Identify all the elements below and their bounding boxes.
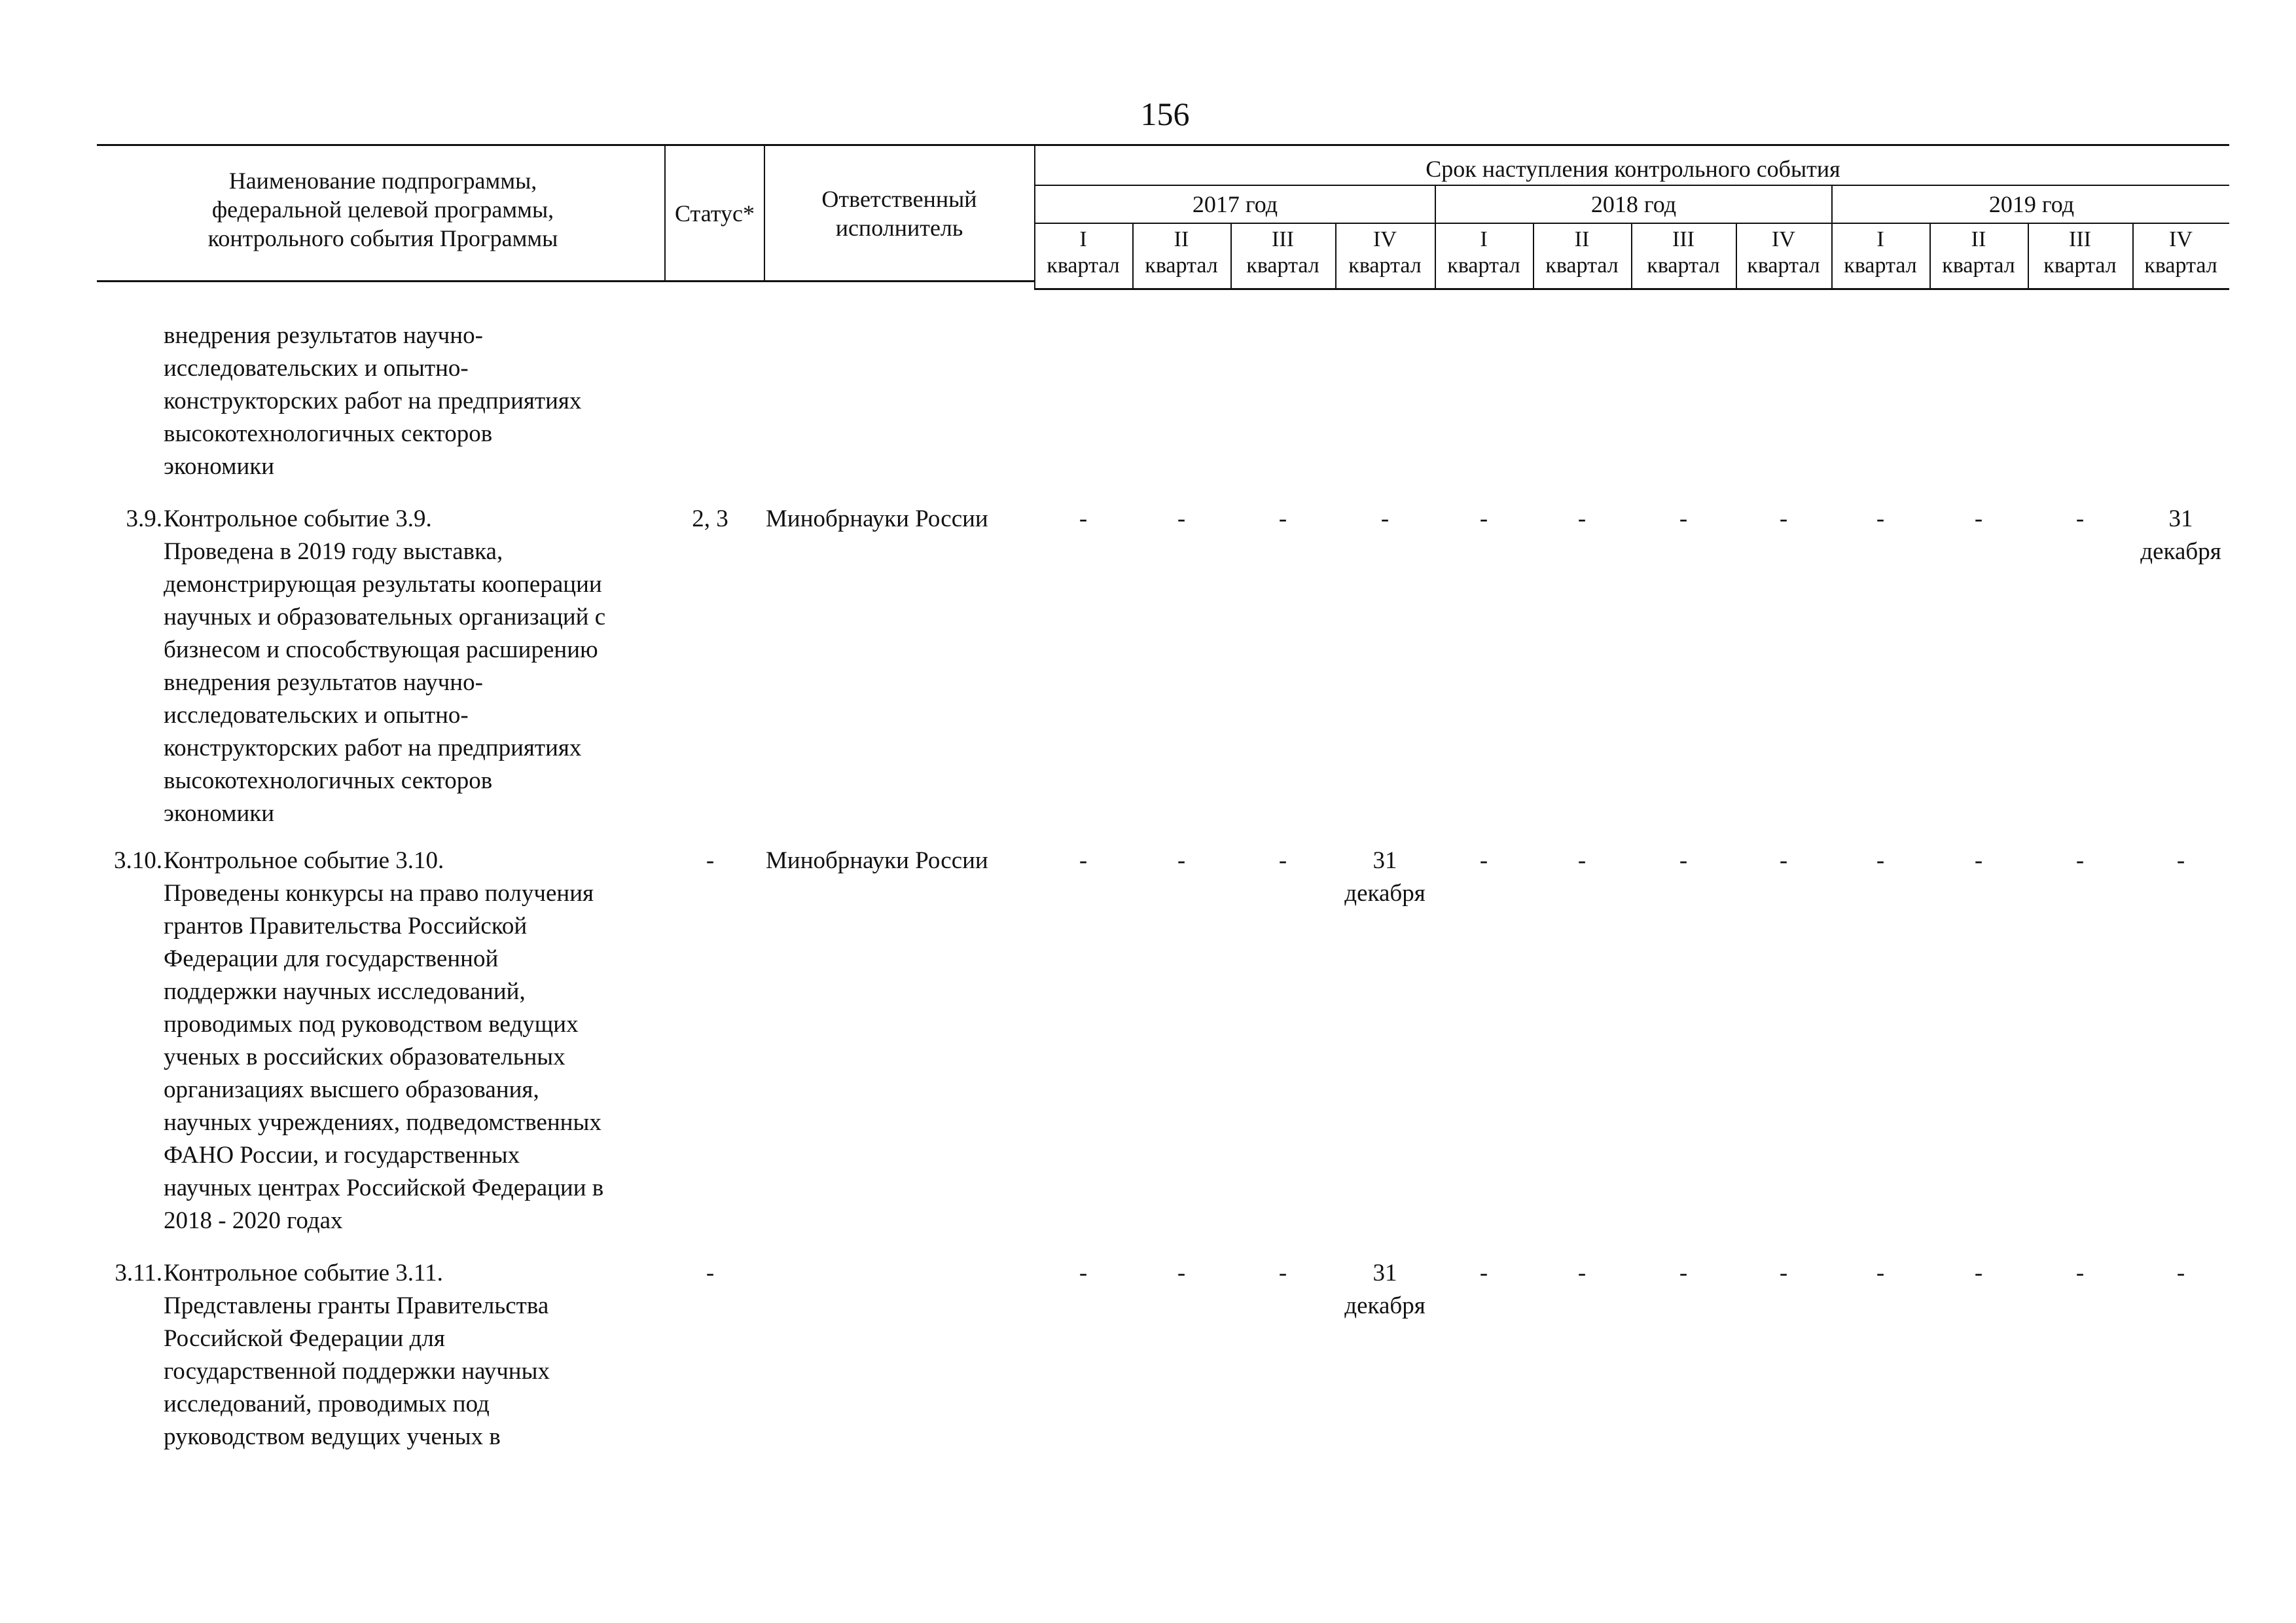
row-name-line: научных учреждениях, подведомственных [164,1109,601,1136]
quarter-header [1034,227,1132,279]
row-quarter-value: - [1079,1260,1088,1286]
row-status: - [706,847,715,874]
row-quarter-value: - [1479,505,1488,532]
quarter-number: IV [1373,227,1397,251]
quarter-number: IV [2169,227,2193,251]
row-quarter-value: - [2075,1260,2085,1286]
row-name [164,503,668,830]
quarter-word: квартал [1348,253,1422,278]
quarter-word: квартал [1145,253,1218,278]
quarter-word: квартал [1246,253,1319,278]
row-name-line: демонстрирующая результаты кооперации [164,571,602,598]
quarter-word: квартал [1647,253,1720,278]
row-quarter-value: - [2075,505,2085,532]
divider-name-status [664,144,666,280]
row-name-line: бизнесом и способствующая расширению [164,636,598,663]
quarter-header [1831,227,1929,279]
quarter-header [1736,227,1831,279]
row-quarter-value: - [1177,1260,1186,1286]
quarter-number: I [1876,227,1884,251]
row-quarter-value: 31 декабря [1344,847,1426,907]
row-status: 2, 3 [692,505,728,532]
quarter-header [1631,227,1736,279]
header-name-line: федеральной целевой программы, [211,196,554,223]
header-year-2018: 2018 год [1590,191,1677,217]
row-name-line: научных и образовательных организаций с [164,604,606,630]
header-executor-line: Ответственный [821,186,977,212]
row-name-line: экономики [164,453,275,480]
row-quarter-value: - [1679,847,1688,874]
row-quarter-value: - [1278,1260,1287,1286]
header-executor [766,185,1033,242]
row-name-line: поддержки научных исследований, [164,978,526,1005]
row-name-line: проводимых под руководством ведущих [164,1011,579,1038]
header-executor-line: исполнитель [835,215,963,241]
row-quarter-value: - [1380,505,1390,532]
divider-status-executor [764,144,765,280]
row-quarter-value: - [1779,505,1788,532]
row-name-line: Представлены гранты Правительства [164,1292,549,1319]
quarter-header [2028,227,2132,279]
row-name [164,319,668,483]
row-name [164,845,668,1237]
row-quarter-value: - [1577,847,1587,874]
row-name-line: внедрения результатов научно- [164,322,483,349]
quarter-number: II [1574,227,1590,251]
row-quarter-value: - [1577,505,1587,532]
row-quarter-value: - [1479,1260,1488,1286]
header-top-rule [97,144,2229,146]
quarter-header [1230,227,1335,279]
row-quarter-value: - [1876,1260,1885,1286]
header-status: Статус* [675,200,755,227]
quarter-word: квартал [2043,253,2117,278]
row-name-line: ученых в российских образовательных [164,1044,565,1070]
row-name-line: Российской Федерации для [164,1325,445,1352]
quarter-number: IV [1772,227,1795,251]
quarter-word: квартал [1942,253,2015,278]
row-name-line: конструкторских работ на предприятиях [164,735,582,761]
quarter-number: III [1672,227,1695,251]
header-year-2019: 2019 год [1988,191,2075,217]
row-quarter-value: - [1974,847,1983,874]
row-quarter-value: - [1079,847,1088,874]
row-name-line: Контрольное событие 3.11. [164,1260,443,1286]
row-number: 3.9. [126,505,162,532]
row-quarter-value: - [1679,505,1688,532]
row-quarter-value: - [1679,1260,1688,1286]
quarter-word: квартал [1447,253,1520,278]
row-name-line: исследований, проводимых под [164,1391,490,1417]
header-deadline: Срок наступления контрольного события [1426,156,1840,182]
header-name-line: контрольного события Программы [207,225,558,251]
header-year-rule [1034,185,2229,186]
quarter-header [1132,227,1230,279]
row-name-line: 2018 - 2020 годах [164,1207,343,1234]
row-quarter-value: - [2176,847,2185,874]
header-bottom-rule-left [97,280,1034,282]
page-number: 156 [1140,96,1190,132]
row-number: 3.11. [115,1260,162,1286]
row-name-line: Федерации для государственной [164,945,499,972]
quarter-number: II [1971,227,1986,251]
quarter-number: I [1480,227,1488,251]
row-name-line: внедрения результатов научно- [164,669,483,696]
row-quarter-value: - [1079,505,1088,532]
row-name-line: государственной поддержки научных [164,1358,550,1385]
quarter-header [2132,227,2229,279]
row-name [164,1257,668,1453]
row-quarter-value: - [1577,1260,1587,1286]
row-quarter-value: - [1974,505,1983,532]
row-quarter-value: - [2176,1260,2185,1286]
header-bottom-rule-right [1034,288,2229,290]
quarter-number: III [2069,227,2091,251]
quarter-header [1435,227,1533,279]
row-quarter-value: - [1974,1260,1983,1286]
quarter-word: квартал [1747,253,1820,278]
row-name-line: руководством ведущих ученых в [164,1423,501,1450]
row-name-line: высокотехнологичных секторов [164,767,493,794]
row-quarter-value: - [1278,505,1287,532]
quarter-number: III [1272,227,1294,251]
row-status: - [706,1260,715,1286]
quarter-number: II [1174,227,1189,251]
row-name-line: конструкторских работ на предприятиях [164,388,582,414]
row-quarter-value: - [1479,847,1488,874]
quarter-word: квартал [1545,253,1619,278]
row-quarter-value: 31 декабря [1344,1260,1426,1319]
row-name-line: высокотехнологичных секторов [164,420,493,447]
row-executor: Минобрнауки России [766,847,988,874]
quarter-header [1335,227,1435,279]
row-name-line: научных центрах Российской Федерации в [164,1175,604,1201]
quarter-word: квартал [1047,253,1120,278]
header-name [105,166,661,253]
row-quarter-value: - [1177,505,1186,532]
quarter-number: I [1079,227,1087,251]
row-executor: Минобрнауки России [766,505,988,532]
header-year-2017: 2017 год [1192,191,1278,217]
quarter-header [1533,227,1631,279]
quarter-word: квартал [2144,253,2217,278]
quarter-header [1929,227,2028,279]
row-name-line: Проведены конкурсы на право получения [164,880,594,907]
row-name-line: организациях высшего образования, [164,1076,539,1103]
row-name-line: исследовательских и опытно- [164,702,469,729]
row-quarter-value: - [1876,847,1885,874]
row-quarter-value: - [1278,847,1287,874]
row-name-line: грантов Правительства Российской [164,913,528,939]
row-name-line: Контрольное событие 3.10. [164,847,444,874]
row-quarter-value: - [1876,505,1885,532]
quarter-word: квартал [1844,253,1917,278]
row-name-line: Проведена в 2019 году выставка, [164,538,503,565]
row-name-line: исследовательских и опытно- [164,355,469,382]
row-quarter-value: 31 декабря [2140,505,2221,565]
row-quarter-value: - [1177,847,1186,874]
row-name-line: ФАНО России, и государственных [164,1142,520,1169]
row-name-line: экономики [164,800,275,827]
row-quarter-value: - [1779,847,1788,874]
row-number: 3.10. [114,847,162,874]
row-quarter-value: - [2075,847,2085,874]
row-quarter-value: - [1779,1260,1788,1286]
row-name-line: Контрольное событие 3.9. [164,505,432,532]
header-name-line: Наименование подпрограммы, [228,168,537,194]
